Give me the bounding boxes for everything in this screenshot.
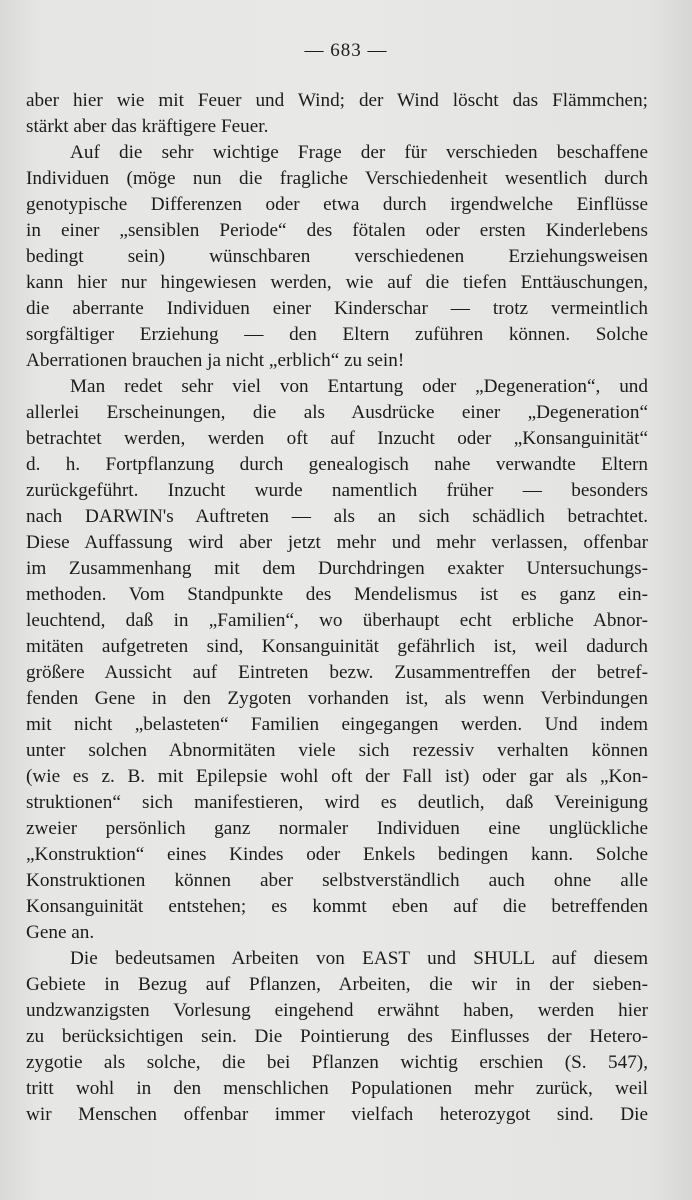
text-line: undzwanzigsten Vorlesung eingehend erwähnt haben, werden hier [26, 1000, 648, 1021]
body-text [26, 88, 648, 1128]
text-line: wir Menschen offenbar immer vielfach heterozygot sind. Die [26, 1104, 648, 1125]
text-line: die aberrante Individuen einer Kinderschar — trotz vermeintlich [26, 298, 648, 319]
text-line: sorgfältiger Erziehung — den Eltern zuführen können. Solche [26, 324, 648, 345]
text-line: tritt wohl in den menschlichen Populationen mehr zurück, weil [26, 1078, 648, 1099]
text-line: nach DARWIN's Auftreten — als an sich schädlich betrachtet. [26, 506, 648, 527]
text-line: Konsanguinität entstehen; es kommt eben auf die betreffenden [26, 896, 648, 917]
text-line: in einer „sensiblen Periode“ des fötalen oder ersten Kinderlebens [26, 220, 648, 241]
text-line: Die bedeutsamen Arbeiten von EAST und SHULL auf diesem [70, 948, 648, 969]
text-line: „Konstruktion“ eines Kindes oder Enkels bedingen kann. Solche [26, 844, 648, 865]
page-number: — 683 — [304, 40, 388, 61]
text-line: struktionen“ sich manifestieren, wird es deutlich, daß Vereinigung [26, 792, 648, 813]
text-line: zweier persönlich ganz normaler Individuen eine unglückliche [26, 818, 648, 839]
text-line: im Zusammenhang mit dem Durchdringen exakter Untersuchungs- [26, 558, 648, 579]
text-line: betrachtet werden, werden oft auf Inzucht oder „Konsanguinität“ [26, 428, 648, 449]
text-line: leuchtend, daß in „Familien“, wo überhaupt echt erbliche Abnor- [26, 610, 648, 631]
text-line: Individuen (möge nun die fragliche Verschiedenheit wesentlich durch [26, 168, 648, 189]
text-line: Man redet sehr viel von Entartung oder „Degeneration“, und [70, 376, 648, 397]
text-line: Konstruktionen können aber selbstverständlich auch ohne alle [26, 870, 648, 891]
text-line: kann hier nur hingewiesen werden, wie auf die tiefen Enttäuschungen, [26, 272, 648, 293]
text-line: größere Aussicht auf Eintreten bezw. Zusammentreffen der betref- [26, 662, 648, 683]
text-line: Gebiete in Bezug auf Pflanzen, Arbeiten, die wir in der sieben- [26, 974, 648, 995]
text-line: methoden. Vom Standpunkte des Mendelismus ist es ganz ein- [26, 584, 648, 605]
text-line: unter solchen Abnormitäten viele sich rezessiv verhalten können [26, 740, 648, 761]
text-line: stärkt aber das kräftigere Feuer. [26, 116, 269, 137]
text-line: zygotie als solche, die bei Pflanzen wichtig erschien (S. 547), [26, 1052, 648, 1073]
text-line: zu berücksichtigen sein. Die Pointierung des Einflusses der Hetero- [26, 1026, 648, 1047]
text-line: Auf die sehr wichtige Frage der für verschieden beschaffene [70, 142, 648, 163]
text-line: Gene an. [26, 922, 95, 943]
text-line: aber hier wie mit Feuer und Wind; der Wind löscht das Flämmchen; [26, 90, 648, 111]
text-line: bedingt sein) wünschbaren verschiedenen Erziehungsweisen [26, 246, 648, 267]
text-line: zurückgeführt. Inzucht wurde namentlich früher — besonders [26, 480, 648, 501]
text-line: d. h. Fortpflanzung durch genealogisch nahe verwandte Eltern [26, 454, 648, 475]
text-line: Aberrationen brauchen ja nicht „erblich“ zu sein! [26, 350, 405, 371]
text-line: mitäten aufgetreten sind, Konsanguinität gefährlich ist, weil dadurch [26, 636, 648, 657]
text-line: genotypische Differenzen oder etwa durch irgendwelche Einflüsse [26, 194, 648, 215]
text-line: fenden Gene in den Zygoten vorhanden ist, als wenn Verbindungen [26, 688, 648, 709]
text-line: mit nicht „belasteten“ Familien eingegangen werden. Und indem [26, 714, 648, 735]
text-line: Diese Auffassung wird aber jetzt mehr und mehr verlassen, offenbar [26, 532, 648, 553]
text-line: (wie es z. B. mit Epilepsie wohl oft der Fall ist) oder gar als „Kon- [26, 766, 648, 787]
text-line: allerlei Erscheinungen, die als Ausdrücke einer „Degeneration“ [26, 402, 648, 423]
